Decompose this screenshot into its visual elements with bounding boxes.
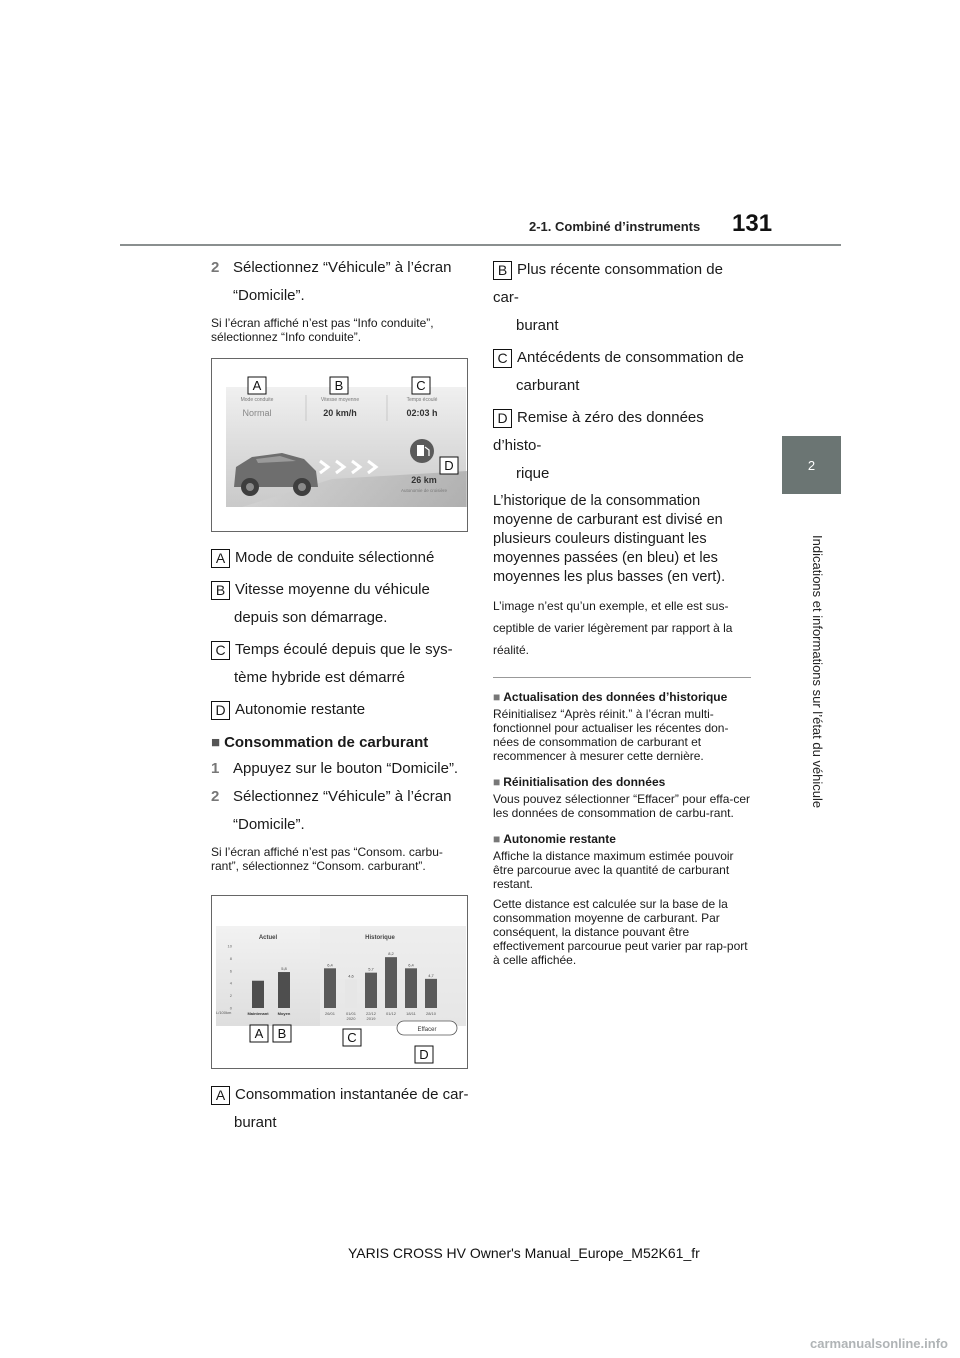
subheading [493,832,751,846]
svg-text:B: B [277,1026,287,1041]
bar-value-label: 4,6 [348,973,354,979]
bar-history [385,957,397,1008]
paragraph: L’historique de la consommation moyenne de carburant est divisé en plusieurs couleurs distinguant les moyennes passées (en bleu) et les moyennes les plus basses (en vert). [493,493,726,585]
fuel-consumption-chart [212,896,467,1068]
step-1 [211,755,469,783]
letter-badge: A [211,1086,230,1105]
legend-text-cont: rique [516,465,550,482]
bar-value-label: 5,7 [368,966,374,972]
legend-text: Consommation instantanée de car- [235,1086,469,1103]
subsection-text: Vous pouvez sélectionner “Effacer” pour effa-cer les données de consommation de carbu-rant. [493,792,751,820]
y-tick-label: 0 [229,1005,232,1011]
callout-d [440,457,458,474]
subsection-text: Cette distance est calculée sur la base de la consommation moyenne de carburant. Par conséquent, la distance pouvant être effectivement parcourue peut varier par rap-port à celle affichée. [493,897,748,967]
step-number: 2 [211,259,220,276]
chapter-tab: 2 [782,436,841,494]
x-tick-label: Maintenant [247,1011,269,1016]
effacer-button[interactable] [397,1021,457,1035]
header-divider [120,244,841,246]
step-text: Sélectionnez “Véhicule” à l’écran “Domicile”. [233,259,452,304]
svg-text:A: A [252,378,262,393]
bar-history [425,979,437,1008]
legend-item-a2 [211,1081,469,1137]
legend-text: Plus récente consommation de car- [493,261,723,306]
subsection-text: Réinitialisez “Après réinit.” à l’écran multi-fonctionnel pour actualiser les récentes don-nées de consommation de carburant et recommencer à mesurer cette dernière. [493,707,729,763]
section-heading [211,734,469,751]
bar-history [345,979,357,1008]
step-number: 2 [211,788,220,805]
watermark-logo: carmanualsonline.info [810,1336,948,1351]
svg-text:B: B [334,378,344,393]
svg-text:A: A [254,1026,264,1041]
letter-badge: C [211,641,230,660]
square-bullet-icon: ■ [493,690,501,704]
y-tick-label: 4 [229,980,232,986]
x-tick-label: 26/01 [324,1011,336,1016]
bar-value-label: 6,4 [408,962,414,968]
svg-text:C: C [347,1030,357,1045]
step-text: Appuyez sur le bouton “Domicile”. [233,760,459,777]
small-note: L’image n’est qu’un exemple, et elle est sus-ceptible de varier légèrement par rapport à la réalité. [493,599,733,657]
y-axis-unit: L/100km [216,1010,232,1015]
subheading [493,690,751,704]
bar-current [252,981,264,1008]
value-drive-mode: Normal [242,408,272,418]
right-column [493,256,751,973]
heading-text: Consommation de carburant [224,734,429,751]
chapter-title: Indications et informations sur l’état du véhicule [810,535,825,809]
left-column [211,254,469,1141]
legend-item-a [211,544,469,572]
letter-badge: D [211,701,230,720]
legend-item-c [211,636,469,692]
bar-current [278,972,290,1008]
fuel-consumption-figure [211,895,468,1069]
callout-a [250,1025,268,1042]
letter-badge: A [211,549,230,568]
page-number: 131 [732,210,773,237]
label-drive-mode: Mode conduite [240,397,274,403]
legend-text: Autonomie restante [235,701,366,718]
svg-text:D: D [444,458,454,473]
square-bullet-icon: ■ [493,775,501,789]
y-tick-label: 8 [229,955,232,961]
range-label: Autonomie de croisière [400,488,448,493]
svg-text:C: C [416,378,426,393]
bar-value-label: 8,2 [388,951,394,957]
callout-b [273,1025,291,1042]
step-2 [211,254,469,310]
step-2b [211,783,469,839]
letter-badge: C [493,349,512,368]
legend-text: Remise à zéro des données d’histo- [493,409,704,454]
footer-text: YARIS CROSS HV Owner's Manual_Europe_M52K61_fr [348,1245,700,1261]
effacer-label: Effacer [417,1027,437,1033]
subheading [493,775,751,789]
value-elapsed: 02:03 h [406,408,438,418]
label-elapsed: Temps écoulé [406,397,438,403]
subheading-text: Autonomie restante [503,832,616,846]
x-tick-label: 22/12 [365,1011,377,1016]
range-value: 26 km [411,475,437,485]
legend-text-cont: carburant [516,377,580,394]
subheading-text: Actualisation des données d’historique [503,690,728,704]
section-divider [493,677,751,678]
letter-badge: D [493,409,512,428]
note: Si l’écran affiché n’est pas “Consom. carbu-rant”, sélectionnez “Consom. carburant”. [211,845,443,873]
legend-item-c2 [493,344,751,400]
legend-text-cont: tème hybride est démarré [234,669,405,686]
fuel-pump-icon [410,439,434,463]
label-avg-speed: Vitesse moyenne [320,397,360,403]
legend-text: Mode de conduite sélectionné [235,549,435,566]
legend-item-b [211,576,469,632]
callout-b [330,377,348,394]
y-tick-label: 10 [227,943,232,949]
callout-c [412,377,430,394]
note: Si l’écran affiché n’est pas “Info conduite”, sélectionnez “Info conduite”. [211,316,434,344]
subheading-text: Réinitialisation des données [503,775,666,789]
callout-c [343,1029,361,1046]
chart-title-current: Actuel [258,935,278,941]
x-tick-label: 2020 [346,1016,356,1021]
legend-text: Vitesse moyenne du véhicule [235,581,430,598]
legend-text-cont: burant [234,1114,277,1131]
letter-badge: B [493,261,512,280]
legend-text-cont: depuis son démarrage. [234,609,388,626]
section-title: 2-1. Combiné d’instruments [529,219,701,234]
bar-value-label: 4,7 [428,972,434,978]
svg-text:D: D [419,1047,429,1062]
legend-item-d [211,696,469,724]
bar-history [405,968,417,1008]
legend-list-1 [211,544,469,724]
bar-history [365,973,377,1008]
letter-badge: B [211,581,230,600]
square-bullet-icon: ■ [211,734,221,751]
callout-d [415,1046,433,1063]
callout-a [248,377,266,394]
legend-item-b2 [493,256,751,340]
legend-text: Antécédents de consommation de [517,349,744,366]
bar-value-label: 5,8 [281,966,287,972]
x-tick-label: 01/01 [345,1011,357,1016]
x-tick-label: Moyen [277,1011,291,1016]
square-bullet-icon: ■ [493,832,501,846]
bar-history [324,968,336,1008]
drive-info-figure [211,358,468,532]
x-tick-label: 01/12 [385,1011,397,1016]
legend-text: Temps écoulé depuis que le sys- [235,641,453,658]
step-number: 1 [211,760,220,777]
chart-title-history: Historique [365,935,395,941]
x-tick-label: 28/10 [425,1011,437,1016]
legend-text-cont: burant [516,317,559,334]
y-tick-label: 2 [229,993,232,999]
drive-info-screen [212,359,467,531]
subsection-text: Affiche la distance maximum estimée pouvoir être parcourue avec la quantité de carburant restant. [493,849,734,891]
value-avg-speed: 20 km/h [323,408,357,418]
bar-value-label: 6,4 [327,962,333,968]
x-tick-label: 2019 [366,1016,376,1021]
step-text: Sélectionnez “Véhicule” à l’écran “Domicile”. [233,788,452,833]
legend-item-d2 [493,404,751,488]
x-tick-label: 18/11 [406,1011,416,1016]
y-tick-label: 6 [229,968,232,974]
